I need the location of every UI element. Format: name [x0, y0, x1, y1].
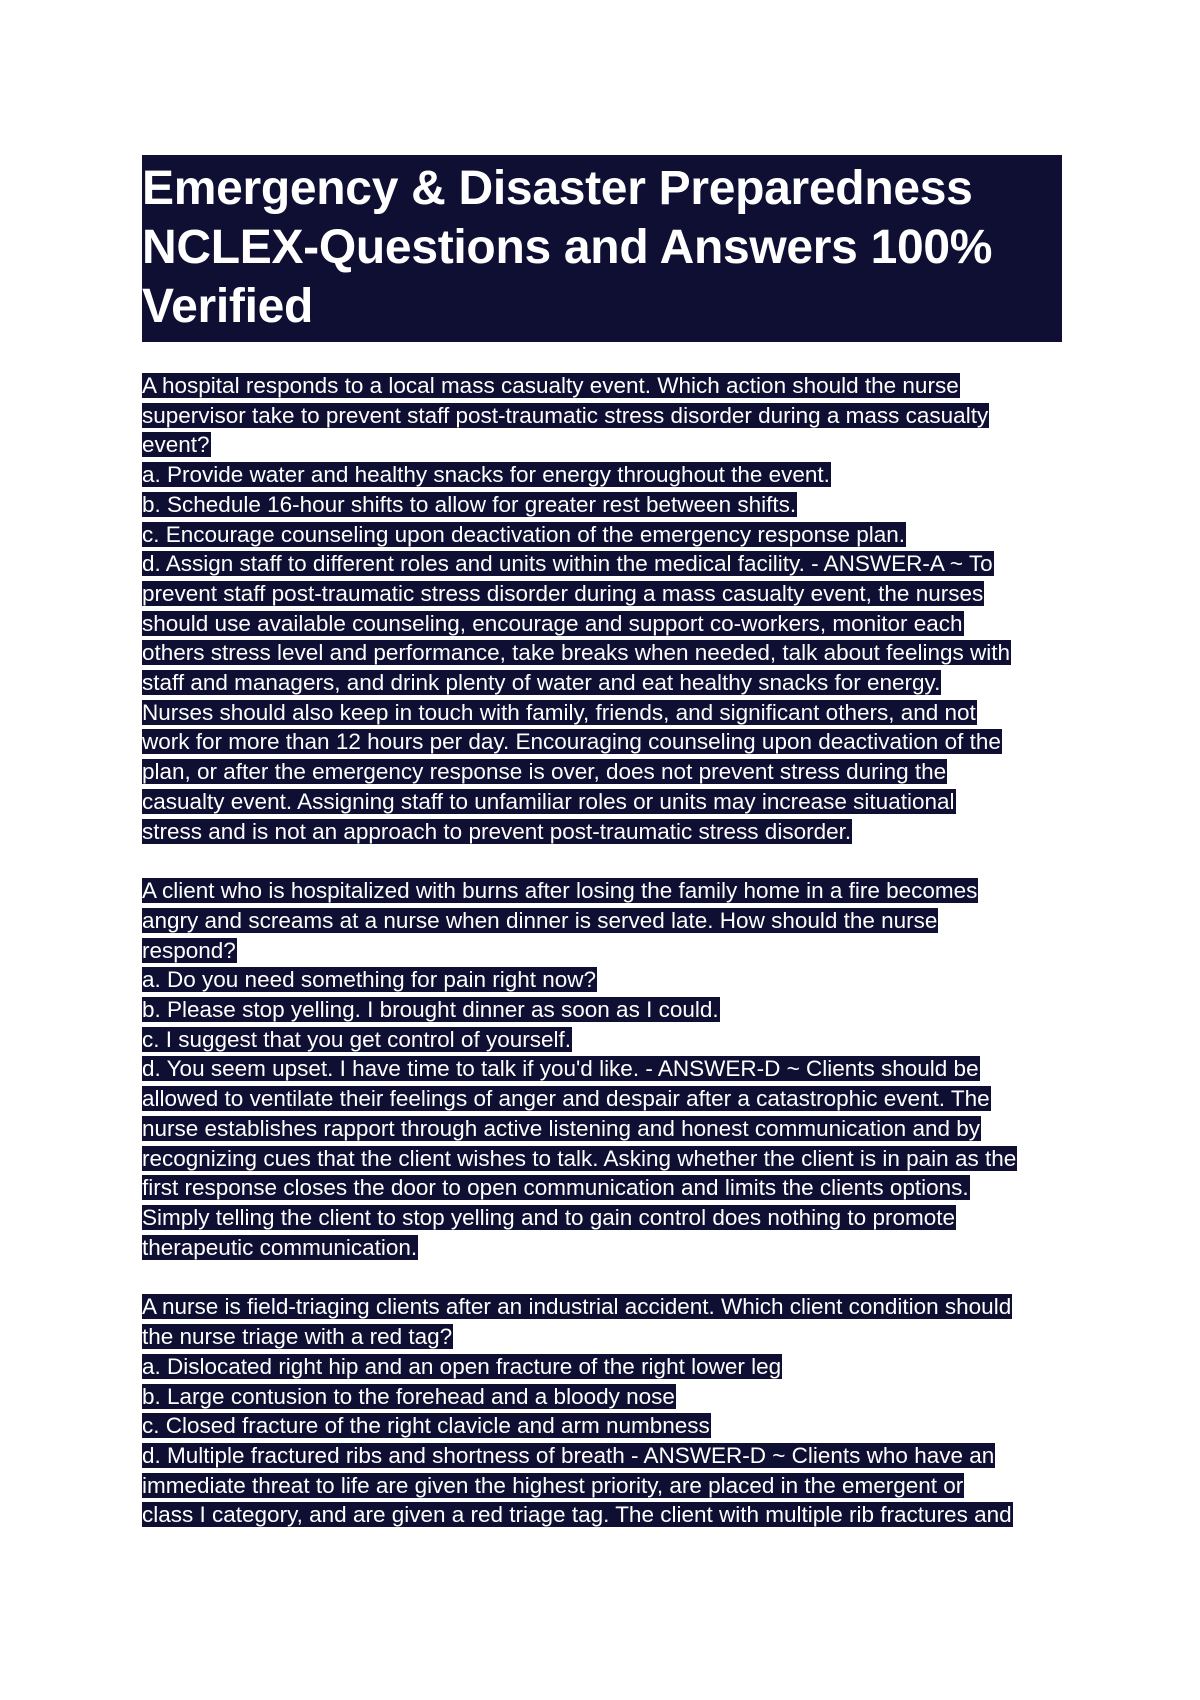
text-line [142, 1500, 1062, 1530]
highlighted-text: plan, or after the emergency response is over, does not prevent stress during the [142, 759, 947, 785]
highlighted-text: d. Multiple fractured ribs and shortness of breath - ANSWER-D ~ Clients who have an [142, 1442, 995, 1468]
text-line [142, 1114, 1062, 1144]
text-line [142, 371, 1062, 401]
highlighted-text: A nurse is field-triaging clients after an industrial accident. Which client condition should [142, 1294, 1012, 1320]
question-block-3 [142, 1292, 1062, 1530]
text-line [142, 698, 1062, 728]
title-line: Verified [142, 280, 314, 333]
highlighted-text: the nurse triage with a red tag? [142, 1324, 453, 1350]
text-line [142, 549, 1062, 579]
text-line [142, 727, 1062, 757]
highlighted-text: a. Provide water and healthy snacks for energy throughout the event. [142, 462, 830, 488]
text-line [142, 1352, 1062, 1382]
highlighted-text: should use available counseling, encourage and support co-workers, monitor each [142, 610, 963, 636]
text-line [142, 430, 1062, 460]
text-line [142, 1084, 1062, 1114]
highlighted-text: a. Do you need something for pain right now? [142, 967, 597, 993]
highlighted-text: Simply telling the client to stop yelling and to gain control does nothing to promote [142, 1204, 955, 1230]
highlighted-text: c. Closed fracture of the right clavicle and arm numbness [142, 1413, 710, 1439]
text-line [142, 1441, 1062, 1471]
text-line [142, 460, 1062, 490]
highlighted-text: c. Encourage counseling upon deactivation of the emergency response plan. [142, 521, 906, 547]
text-line [142, 1411, 1062, 1441]
document-title [142, 155, 1062, 342]
highlighted-text: a. Dislocated right hip and an open fracture of the right lower leg [142, 1353, 782, 1379]
highlighted-text: b. Schedule 16-hour shifts to allow for greater rest between shifts. [142, 491, 797, 517]
text-line [142, 579, 1062, 609]
text-line [142, 490, 1062, 520]
highlighted-text: nurse establishes rapport through active listening and honest communication and by [142, 1115, 981, 1141]
highlighted-text: casualty event. Assigning staff to unfamiliar roles or units may increase situational [142, 788, 955, 814]
highlighted-text: immediate threat to life are given the highest priority, are placed in the emergent or [142, 1472, 964, 1498]
highlighted-text: A hospital responds to a local mass casualty event. Which action should the nurse [142, 373, 959, 398]
text-line [142, 1292, 1062, 1322]
document-page [142, 155, 1062, 1530]
text-line [142, 668, 1062, 698]
text-line [142, 638, 1062, 668]
question-block-1 [142, 371, 1062, 846]
highlighted-text: first response closes the door to open communication and limits the clients options. [142, 1175, 969, 1201]
text-line [142, 401, 1062, 431]
text-line [142, 817, 1062, 847]
text-line [142, 520, 1062, 550]
highlighted-text: angry and screams at a nurse when dinner is served late. How should the nurse [142, 907, 938, 933]
text-line [142, 609, 1062, 639]
text-line [142, 1322, 1062, 1352]
text-line [142, 1233, 1062, 1263]
highlighted-text: allowed to ventilate their feelings of anger and despair after a catastrophic event. The [142, 1086, 990, 1112]
highlighted-text: b. Large contusion to the forehead and a bloody nose [142, 1383, 675, 1409]
text-line [142, 1144, 1062, 1174]
highlighted-text: prevent staff post-traumatic stress disorder during a mass casualty event, the nurses [142, 580, 984, 606]
text-line [142, 1173, 1062, 1203]
text-line [142, 936, 1062, 966]
text-line [142, 995, 1062, 1025]
highlighted-text: supervisor take to prevent staff post-traumatic stress disorder during a mass casualty [142, 402, 989, 428]
highlighted-text: class I category, and are given a red triage tag. The client with multiple rib fractures and [142, 1502, 1012, 1528]
highlighted-text: c. I suggest that you get control of yourself. [142, 1026, 571, 1052]
text-line [142, 1054, 1062, 1084]
text-line [142, 787, 1062, 817]
text-line [142, 757, 1062, 787]
highlighted-text: recognizing cues that the client wishes to talk. Asking whether the client is in pain as the [142, 1145, 1017, 1171]
highlighted-text: A client who is hospitalized with burns after losing the family home in a fire becomes [142, 878, 978, 904]
highlighted-text: Nurses should also keep in touch with family, friends, and significant others, and not [142, 699, 976, 725]
text-line [142, 1025, 1062, 1055]
highlighted-text: work for more than 12 hours per day. Encouraging counseling upon deactivation of the [142, 729, 1001, 755]
highlighted-text: stress and is not an approach to prevent post-traumatic stress disorder. [142, 818, 852, 844]
highlighted-text: b. Please stop yelling. I brought dinner as soon as I could. [142, 997, 719, 1023]
question-block-2 [142, 876, 1062, 1262]
highlighted-text: d. Assign staff to different roles and units within the medical facility. - ANSWER-A ~ To [142, 551, 993, 577]
highlighted-text: others stress level and performance, take breaks when needed, talk about feelings with [142, 640, 1010, 666]
highlighted-text: respond? [142, 937, 236, 963]
text-line [142, 876, 1062, 906]
highlighted-text: staff and managers, and drink plenty of water and eat healthy snacks for energy. [142, 670, 941, 696]
highlighted-text: therapeutic communication. [142, 1234, 418, 1260]
highlighted-text: d. You seem upset. I have time to talk if you'd like. - ANSWER-D ~ Clients should be [142, 1056, 979, 1082]
text-line [142, 1382, 1062, 1412]
highlighted-text: event? [142, 432, 210, 458]
title-line: NCLEX-Questions and Answers 100% [142, 221, 993, 274]
text-line [142, 1471, 1062, 1501]
text-line [142, 965, 1062, 995]
text-line [142, 1203, 1062, 1233]
text-line [142, 906, 1062, 936]
title-line: Emergency & Disaster Preparedness [142, 162, 973, 215]
